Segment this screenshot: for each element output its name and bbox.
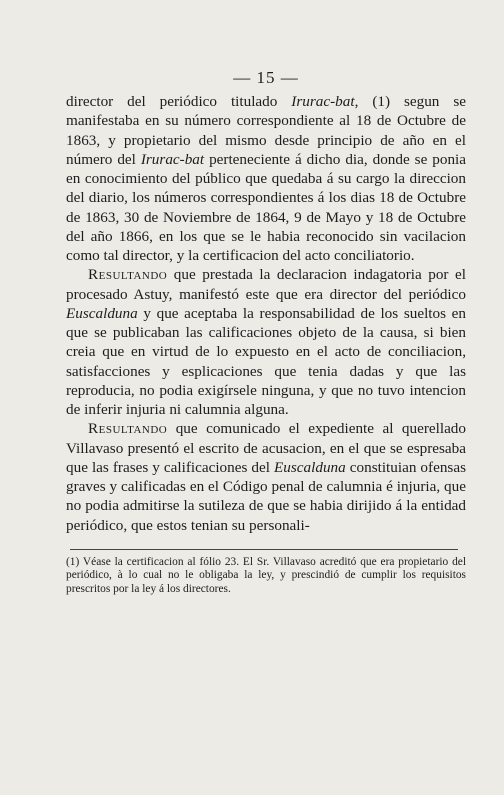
paragraph [66,419,466,535]
small-caps-word: Resultando [88,266,168,284]
footnote-divider [70,549,458,550]
italic-title: Irurac-bat [291,93,355,110]
text-run: , (1) segun se manifestaba en su número correspondiente al 18 de Octubre de 1863, y propietario del mismo desde principio de año en el número del [66,93,466,168]
text-run: que comunicado el expediente al querellado Villavaso presentó el escrito de acusacion, en el que se espresaba que las frases y calificaciones del [66,420,466,476]
italic-title: Euscalduna [66,304,138,322]
page-number: — 15 — [233,68,299,87]
paragraph [66,265,466,419]
body-text [66,92,466,535]
paragraph [66,92,466,265]
text-run: que prestada la declaracion indagatoria por el procesado Astuy, manifestó este que era director del periódico [66,266,466,303]
text-run: constituian ofensas graves y calificadas en el Código penal de calumnia é injuria, que no podia admitirse la sutileza de que se habia dirijido á la entidad periódico, que estos tenian su personali- [66,458,466,534]
text-run: director del periódico titulado [66,93,292,110]
footnote: (1) Véase la certificacion al fólio 23. El Sr. Villavaso acreditó que era propietario del periódico, à lo cual no le obligaba la ley, y prescindió de cumplir los requisitos prescritos por la ley á los directores. [66,555,466,595]
text-run: y que aceptaba la responsabilidad de los sueltos en que se publicaban las calificaciones objeto de la causa, si bien creia que en virtud de lo expuesto en el acto de conciliacion, satisfacciones y esplicaciones que tenia dadas y que las reproducia, no podia exigírsele ninguna, y que no tuvo intencion de inferir injuria ni calumnia alguna. [66,304,466,418]
italic-title: Irurac-bat [140,150,205,168]
italic-title: Euscalduna [274,458,346,476]
text-run: perteneciente á dicho dia, donde se ponia en conocimiento del público que quedaba á su cargo la direccion del diario, los números correspondientes á los dias 18 de Octubre de 1863, 30 de Noviembre de 1864, 9 de Mayo y 18 de Octubre del año 1866, en los que se le habia reconocido sin vacilacion como tal director, y la certificacion del acto conciliatorio. [66,150,466,264]
small-caps-word: Resultando [88,420,168,438]
